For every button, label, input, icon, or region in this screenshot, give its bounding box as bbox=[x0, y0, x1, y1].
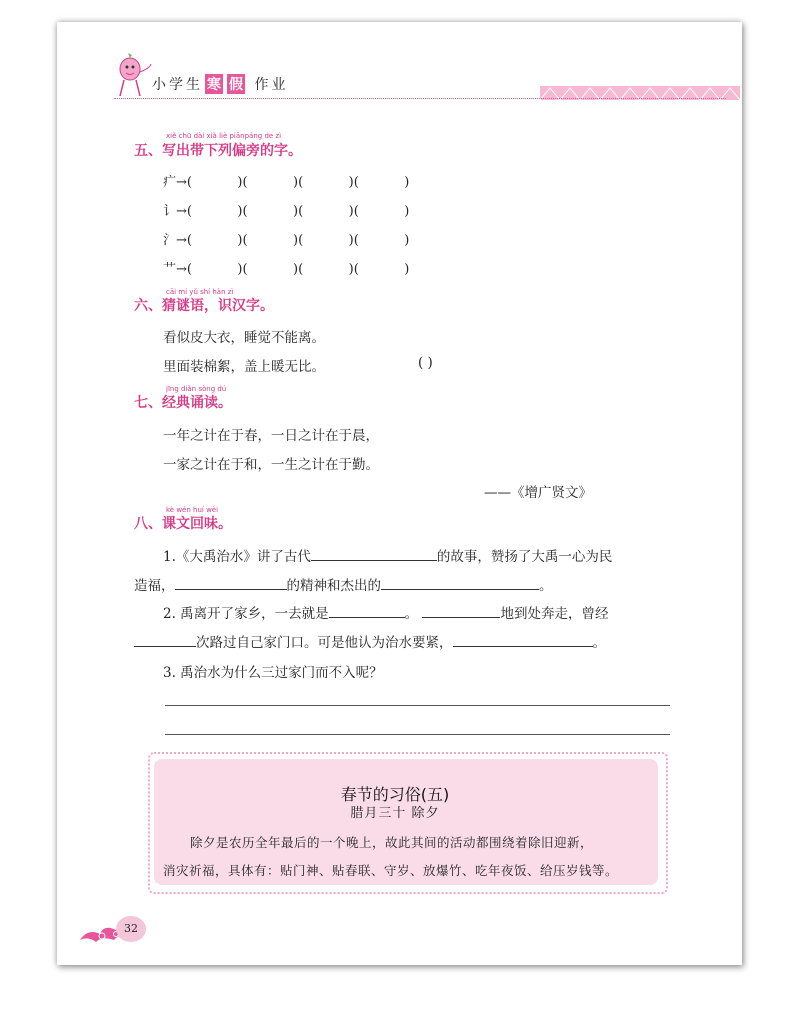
section6-pinyin: cāi mí yǔ shí hàn zì bbox=[166, 288, 234, 296]
question-2-line-2 bbox=[134, 631, 606, 651]
answer-line-2[interactable] bbox=[165, 734, 670, 735]
section8-pinyin: kè wén huí wèi bbox=[166, 506, 219, 514]
q1-blank-1[interactable] bbox=[311, 546, 437, 561]
section5-pinyin: xiě chū dài xià liè piānpáng de zì bbox=[166, 132, 282, 140]
radical-label: 氵→ bbox=[163, 233, 187, 248]
radical-row: 艹→( )( )( )( ) bbox=[163, 262, 410, 277]
page-number: 32 bbox=[116, 916, 146, 942]
radical-row: 疒→( )( )( )( ) bbox=[163, 175, 410, 190]
custom-box-title: 春节的习俗(五) bbox=[340, 785, 450, 804]
question-2-line-1 bbox=[163, 602, 608, 622]
q1-blank-2[interactable] bbox=[175, 575, 287, 590]
custom-box-paragraph-1: 除夕是农历全年最后的一个晚上，故此其间的活动都围绕着除旧迎新， bbox=[190, 835, 594, 850]
answer-line-1[interactable] bbox=[165, 705, 670, 706]
radical-label: 讠→ bbox=[163, 204, 187, 219]
q1-text-d: 的精神和杰出的 bbox=[286, 578, 381, 594]
q2-text-a: 2. 禹离开了家乡，一去就是 bbox=[163, 606, 329, 622]
question-1-line-1 bbox=[163, 545, 612, 565]
section8-title: 八、课文回味。 bbox=[134, 516, 232, 532]
page-header bbox=[110, 52, 740, 102]
header-title-hl2: 假 bbox=[227, 74, 245, 94]
q2-text-e: 。 bbox=[592, 635, 606, 651]
riddle-answer-field[interactable]: ( ) bbox=[418, 355, 433, 371]
section7-pinyin: jīng diǎn sòng dú bbox=[166, 385, 227, 393]
classic-line-2: 一家之计在于和，一生之计在于勤。 bbox=[163, 457, 379, 473]
radical-row: 讠→( )( )( )( ) bbox=[163, 204, 410, 219]
section6-title: 六、猜谜语，识汉字。 bbox=[134, 298, 274, 314]
radical-row: 氵→( )( )( )( ) bbox=[163, 233, 410, 248]
q2-text-b: 。 bbox=[404, 606, 419, 622]
q2-blank-2[interactable] bbox=[422, 603, 500, 618]
q2-text-d: 次路过自己家门口。可是他认为治水要紧， bbox=[196, 635, 453, 651]
q2-blank-4[interactable] bbox=[453, 632, 593, 647]
q1-text-b: 的故事，赞扬了大禹一心为民 bbox=[436, 549, 613, 565]
q1-text-a: 1.《大禹治水》讲了古代 bbox=[163, 549, 311, 565]
custom-box-paragraph-2: 消灾祈福，具体有：贴门神、贴春联、守岁、放爆竹、吃年夜饭、给压岁钱等。 bbox=[163, 863, 619, 878]
classic-line-1: 一年之计在于春，一日之计在于晨， bbox=[163, 428, 379, 444]
header-title-post: 作业 bbox=[254, 77, 289, 93]
q1-text-e: 。 bbox=[539, 578, 553, 594]
custom-box-subtitle: 腊月三十 除夕 bbox=[350, 806, 440, 821]
header-title bbox=[152, 74, 288, 94]
header-title-hl1: 寒 bbox=[205, 74, 223, 94]
q1-blank-3[interactable] bbox=[381, 575, 539, 590]
q2-blank-3[interactable] bbox=[134, 632, 196, 647]
mascot-icon bbox=[110, 52, 152, 98]
classic-source: ——《增广贤文》 bbox=[484, 485, 592, 501]
q2-text-c: 地到处奔走，曾经 bbox=[500, 606, 609, 622]
q1-text-c: 造福， bbox=[134, 578, 175, 594]
radical-label: 艹→ bbox=[163, 262, 187, 277]
section5-title: 五、写出带下列偏旁的字。 bbox=[134, 143, 302, 159]
radical-label: 疒→ bbox=[163, 175, 187, 190]
q2-blank-1[interactable] bbox=[329, 603, 405, 618]
question-3: 3. 禹治水为什么三过家门而不入呢？ bbox=[163, 665, 383, 681]
section7-title: 七、经典诵读。 bbox=[134, 395, 232, 411]
header-title-pre: 小学生 bbox=[152, 77, 203, 93]
header-divider bbox=[114, 98, 726, 99]
question-1-line-2 bbox=[134, 574, 553, 594]
riddle-line-1: 看似皮大衣，睡觉不能离。 bbox=[163, 330, 325, 346]
riddle-line-2: 里面装棉絮，盖上暖无比。 bbox=[163, 359, 325, 375]
